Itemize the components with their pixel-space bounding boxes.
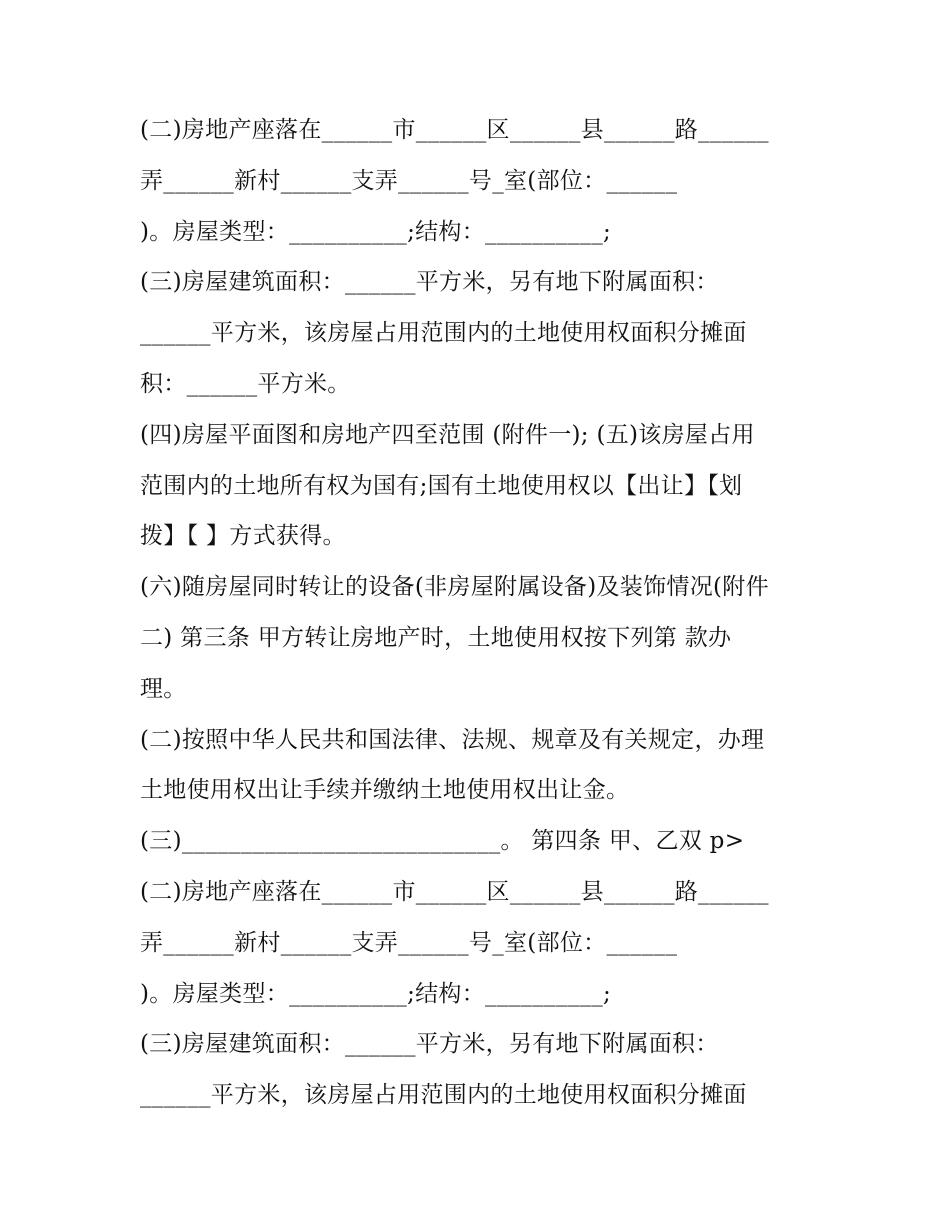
text-line: (四)房屋平面图和房地产四至范围 (附件一); (五)该房屋占用 bbox=[140, 421, 755, 448]
text-line: 土地使用权出让手续并缴纳土地使用权出让金。 bbox=[140, 777, 630, 804]
text-line: 范围内的土地所有权为国有;国有土地使用权以【出让】【划 bbox=[140, 472, 743, 499]
text-line: (三)房屋建筑面积：______平方米，另有地下附属面积： bbox=[140, 269, 719, 296]
text-line: ______平方米，该房屋占用范围内的土地使用权面积分摊面 bbox=[140, 1082, 747, 1109]
text-line: ______平方米，该房屋占用范围内的土地使用权面积分摊面 bbox=[140, 320, 747, 347]
text-line: (二)房地产座落在______市______区______县______路______ bbox=[140, 117, 769, 143]
text-line: (三)___________________________。 第四条 甲、乙双 p> bbox=[140, 828, 745, 855]
text-line: (二)房地产座落在______市______区______县______路______ bbox=[140, 878, 769, 905]
text-line: 弄______新村______支弄______号_室(部位：______ bbox=[140, 167, 678, 194]
text-line: 拨】【 】方式获得。 bbox=[140, 523, 346, 550]
document-page bbox=[140, 112, 820, 1128]
text-line: (六)随房屋同时转让的设备(非房屋附属设备)及装饰情况(附件 bbox=[140, 574, 769, 601]
text-line: )。房屋类型：__________;结构：__________; bbox=[140, 980, 612, 1007]
text-line: (三)房屋建筑面积：______平方米，另有地下附属面积： bbox=[140, 1031, 719, 1058]
text-line: 积：______平方米。 bbox=[140, 370, 351, 397]
text-line: 二) 第三条 甲方转让房地产时，土地使用权按下列第 款办 bbox=[140, 624, 732, 651]
text-line: 弄______新村______支弄______号_室(部位：______ bbox=[140, 929, 678, 956]
text-line: (二)按照中华人民共和国法律、法规、规章及有关规定，办理 bbox=[140, 726, 765, 753]
text-line: )。房屋类型：__________;结构：__________; bbox=[140, 218, 612, 245]
text-line: 理。 bbox=[140, 675, 187, 702]
